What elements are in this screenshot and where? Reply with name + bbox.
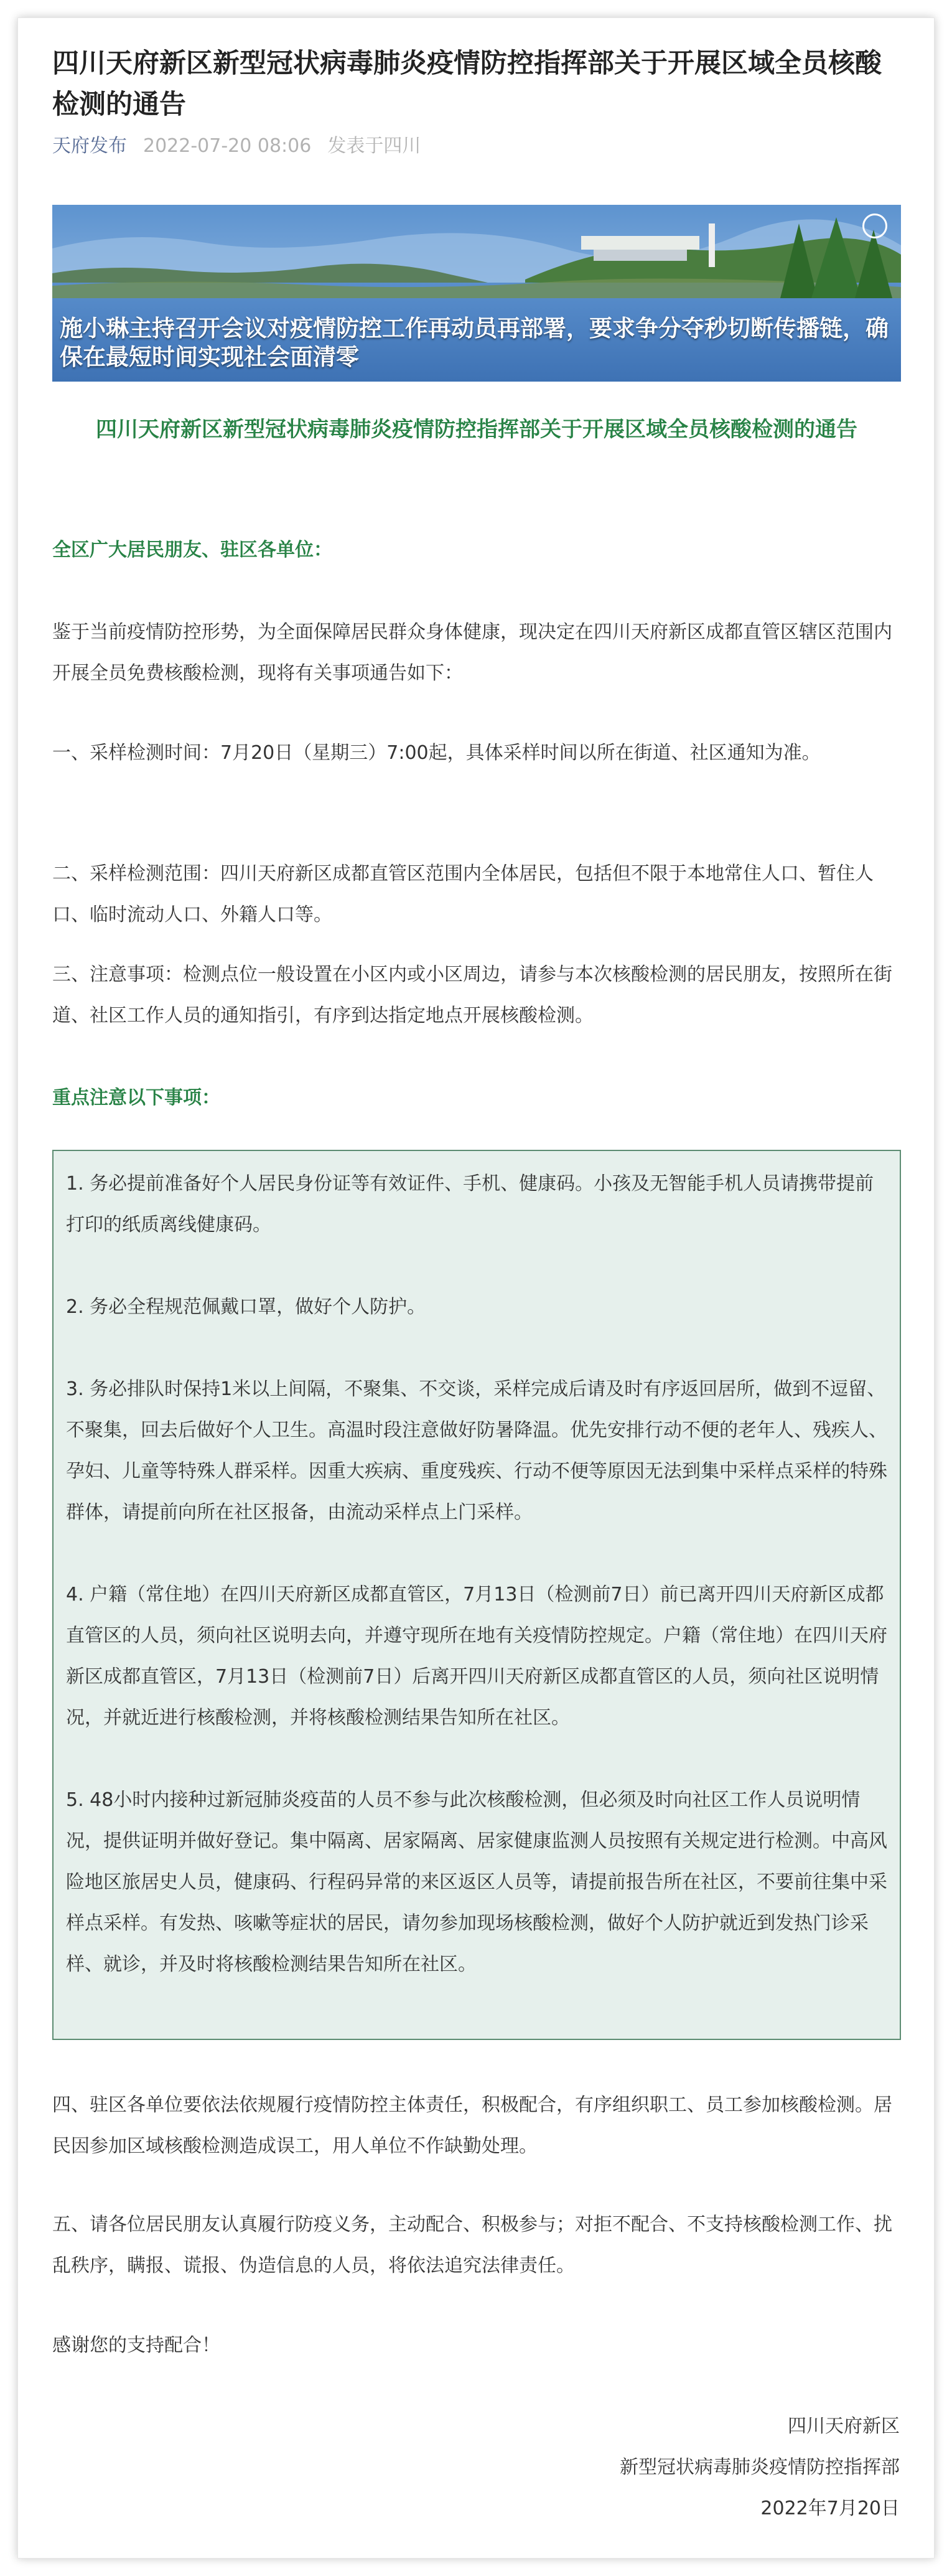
key-note-2: 2. 务必全程规范佩戴口罩，做好个人防护。 [66, 1296, 426, 1318]
banner-caption: 施小琳主持召开会议对疫情防控工作再动员再部署，要求争分夺秒切断传播链，确保在最短时间实现社会面清零 [60, 315, 889, 370]
notice-item-5: 五、请各位居民朋友认真履行防疫义务，主动配合、积极参与；对拒不配合、不支持核酸检测工作、扰乱秩序，瞒报、谎报、伪造信息的人员，将依法追究法律责任。 [52, 2214, 892, 2277]
expand-icon[interactable] [862, 214, 887, 238]
notice-greeting: 全区广大居民朋友、驻区各单位： [52, 539, 332, 561]
notice-item-4: 四、驻区各单位要依法依规履行疫情防控主体责任，积极配合，有序组织职工、员工参加核酸检测。居民因参加区域核酸检测造成误工，用人单位不作缺勤处理。 [52, 2094, 892, 2157]
notice-item-2: 二、采样检测范围：四川天府新区成都直管区范围内全体居民，包括但不限于本地常住人口、暂住人口、临时流动人口、外籍人口等。 [52, 863, 874, 926]
notice-item-3: 三、注意事项：检测点位一般设置在小区内或小区周边，请参与本次核酸检测的居民朋友，按照所在街道、社区工作人员的通知指引，有序到达指定地点开展核酸检测。 [52, 964, 892, 1027]
key-notes-heading: 重点注意以下事项： [52, 1087, 220, 1109]
notice-title: 四川天府新区新型冠状病毒肺炎疫情防控指挥部关于开展区域全员核酸检测的通告 [96, 417, 857, 442]
thanks-text: 感谢您的支持配合！ [52, 2334, 220, 2356]
video-banner[interactable] [52, 205, 901, 382]
article-card [17, 17, 935, 2559]
key-note-3: 3. 务必排队时保持1米以上间隔，不聚集、不交谈，采样完成后请及时有序返回居所，做到不逗留、不聚集，回去后做好个人卫生。高温时段注意做好防暑降温。优先安排行动不便的老年人、残疾人、孕妇、儿童等特殊人群采样。因重大疾病、重度残疾、行动不便等原因无法到集中采样点采样的特殊群体，请提前向所在社区报备，由流动采样点上门采样。 [66, 1378, 887, 1523]
article-title: 四川天府新区新型冠状病毒肺炎疫情防控指挥部关于开展区域全员核酸检测的通告 [52, 48, 882, 120]
key-note-5: 5. 48小时内接种过新冠肺炎疫苗的人员不参与此次核酸检测，但必须及时向社区工作人员说明情况，提供证明并做好登记。集中隔离、居家隔离、居家健康监测人员按照有关规定进行检测。中高风险地区旅居史人员，健康码、行程码异常的来区返区人员等，请提前报告所在社区，不要前往集中采样点采样。有发热、咳嗽等症状的居民，请勿参加现场核酸检测，做好个人防护就近到发热门诊采样、就诊，并及时将核酸检测结果告知所在社区。 [66, 1789, 887, 1975]
publish-location: 发表于四川 [327, 135, 421, 157]
notice-item-1: 一、采样检测时间：7月20日（星期三）7:00起，具体采样时间以所在街道、社区通知为准。 [52, 742, 821, 764]
notice-intro: 鉴于当前疫情防控形势，为全面保障居民群众身体健康，现决定在四川天府新区成都直管区辖区范围内开展全员免费核酸检测，现将有关事项通告如下： [52, 621, 892, 684]
publish-time: 2022-07-20 08:06 [143, 135, 312, 157]
article-meta [52, 134, 421, 159]
key-note-1: 1. 务必提前准备好个人居民身份证等有效证件、手机、健康码。小孩及无智能手机人员请携带提前打印的纸质离线健康码。 [66, 1173, 874, 1236]
key-note-4: 4. 户籍（常住地）在四川天府新区成都直管区，7月13日（检测前7日）前已离开四川天府新区成都直管区的人员，须向社区说明去向，并遵守现所在地有关疫情防控规定。户籍（常住地）在四川天府新区成都直管区，7月13日（检测前7日）后离开四川天府新区成都直管区的人员，须向社区说明情况，并就近进行核酸检测，并将核酸检测结果告知所在社区。 [66, 1584, 887, 1729]
account-name-link[interactable]: 天府发布 [52, 135, 127, 157]
signature-dept: 新型冠状病毒肺炎疫情防控指挥部 [620, 2456, 900, 2478]
signature-org: 四川天府新区 [788, 2415, 900, 2437]
key-notes-box [52, 1150, 901, 2040]
signature-date: 2022年7月20日 [760, 2498, 900, 2519]
